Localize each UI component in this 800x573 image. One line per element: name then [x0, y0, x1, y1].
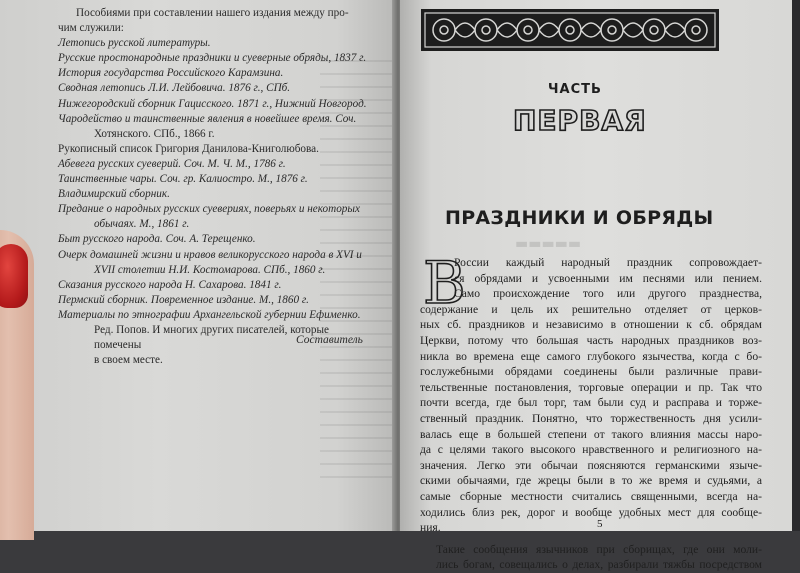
part-number: ПЕРВАЯ — [513, 104, 647, 137]
source-item: Летопись русской литературы. — [58, 37, 211, 50]
paragraph-2 — [420, 542, 762, 573]
source-item: обычаях. М., 1861 г. — [94, 218, 190, 231]
body-line: ся обрядами и усвоенными им песнями или пением. — [454, 271, 762, 285]
part-label: ЧАСТЬ — [548, 82, 602, 97]
signature: Составитель — [296, 334, 363, 346]
sources-intro-cont: чим служили: — [58, 22, 124, 35]
source-item: Хотянского. СПб., 1866 г. — [94, 127, 215, 140]
body-line: почти всегда, где был торг, там были суд и расправа и торже- — [420, 396, 762, 410]
source-item: Русские простонародные праздники и суеверные обряды, 1837 г. — [58, 52, 367, 65]
source-item: Сводная летопись Л.И. Лейбовича. 1876 г., СПб. — [58, 82, 291, 95]
source-item: Нижегородский сборник Гацисского. 1871 г., Нижний Новгород. — [58, 97, 367, 110]
source-item: Владимирский сборник. — [58, 188, 170, 201]
body-line: никла во времена еще самого глубокого язычества, когда с бо- — [420, 349, 762, 363]
body-line: Такие сообщения язычников при сборищах, где они моли- — [436, 542, 762, 556]
source-item: Таинственные чары. Соч. гр. Калиостро. М., 1876 г. — [58, 173, 308, 186]
body-line: значения. Легко эти обычаи поясняются германскими языче- — [420, 458, 762, 472]
source-item: Предание о народных русских суевериях, поверьях и некоторых — [58, 203, 360, 216]
page-number: 5 — [597, 518, 603, 530]
source-item: Рукописный список Григория Данилова-Книголюбова. — [58, 142, 319, 155]
body-line: Само происхождение того или другого празднества, — [454, 287, 762, 301]
body-line: самые сборные местности считались священными, всегда на- — [420, 489, 762, 503]
source-item: Ред. Попов. И многих других писателей, которые помечены — [94, 323, 329, 352]
ornament-header-icon — [420, 8, 720, 52]
source-item: Абевега русских суеверий. Соч. М. Ч. М., 1786 г. — [58, 157, 286, 170]
body-line: скими обычаями, где жрецы были в то же время и судьями, а — [420, 474, 762, 488]
source-item: Очерк домашней жизни и нравов великорусского народа в XVI и — [58, 248, 362, 261]
sources-intro: Пособиями при составлении нашего издания между про- — [76, 7, 349, 19]
chapter-body — [420, 249, 762, 573]
body-line: ния. — [420, 521, 441, 535]
body-line: ходились близ рек, дорог и вообще удобных мест для сообще- — [420, 505, 762, 519]
show-through-heading: ▬▬▬▬▬ — [515, 236, 582, 252]
source-item: История государства Российского Карамзина. — [58, 67, 284, 80]
body-line: валась еще в большей степени от такого влияния массы наро- — [420, 427, 762, 441]
source-item: XVII столетии Н.И. Костомарова. СПб., 1860 г. — [94, 263, 326, 276]
body-line: содержание и цель их решительно отделяет от церков- — [420, 302, 762, 316]
body-line: ных сб. праздников и независимо в отношении к сб. обрядам — [420, 318, 762, 332]
body-line: лись богам, совещались о делах, разбирали тяжбы посредством — [436, 558, 762, 572]
source-item: Чародейство и таинственные явления в новейшее время. Соч. — [58, 112, 357, 125]
source-item: Сказания русского народа Н. Сахарова. 1841 г. — [58, 278, 282, 291]
body-line: Церкви, потому что большая часть народных праздников воз- — [420, 333, 762, 347]
source-item: Быт русского народа. Соч. А. Терещенко. — [58, 233, 256, 246]
body-line: России каждый народный праздник сопровождает- — [454, 256, 762, 269]
source-item: Пермский сборник. Повременное издание. М., 1860 г. — [58, 293, 309, 306]
drop-cap: В — [423, 249, 466, 317]
sources-list — [58, 6, 368, 368]
body-line: да с целями такого высокого нравственного и религиозного на- — [420, 443, 762, 457]
body-line: ственный праздник. Понятно, что торжественность дня усили- — [420, 411, 762, 425]
source-item: Материалы по этнографии Архангельской губернии Ефименко. — [58, 308, 361, 321]
left-page — [0, 0, 396, 531]
painted-nail — [0, 244, 28, 308]
source-item: в своем месте. — [94, 354, 163, 367]
body-line: гослужебными обрядами соединены были различные прави- — [420, 365, 762, 379]
book-cover-edge — [792, 0, 800, 531]
body-line: тельственные постановления, торговые операции и пр. Так что — [420, 380, 762, 394]
chapter-title: ПРАЗДНИКИ И ОБРЯДЫ — [445, 207, 714, 229]
